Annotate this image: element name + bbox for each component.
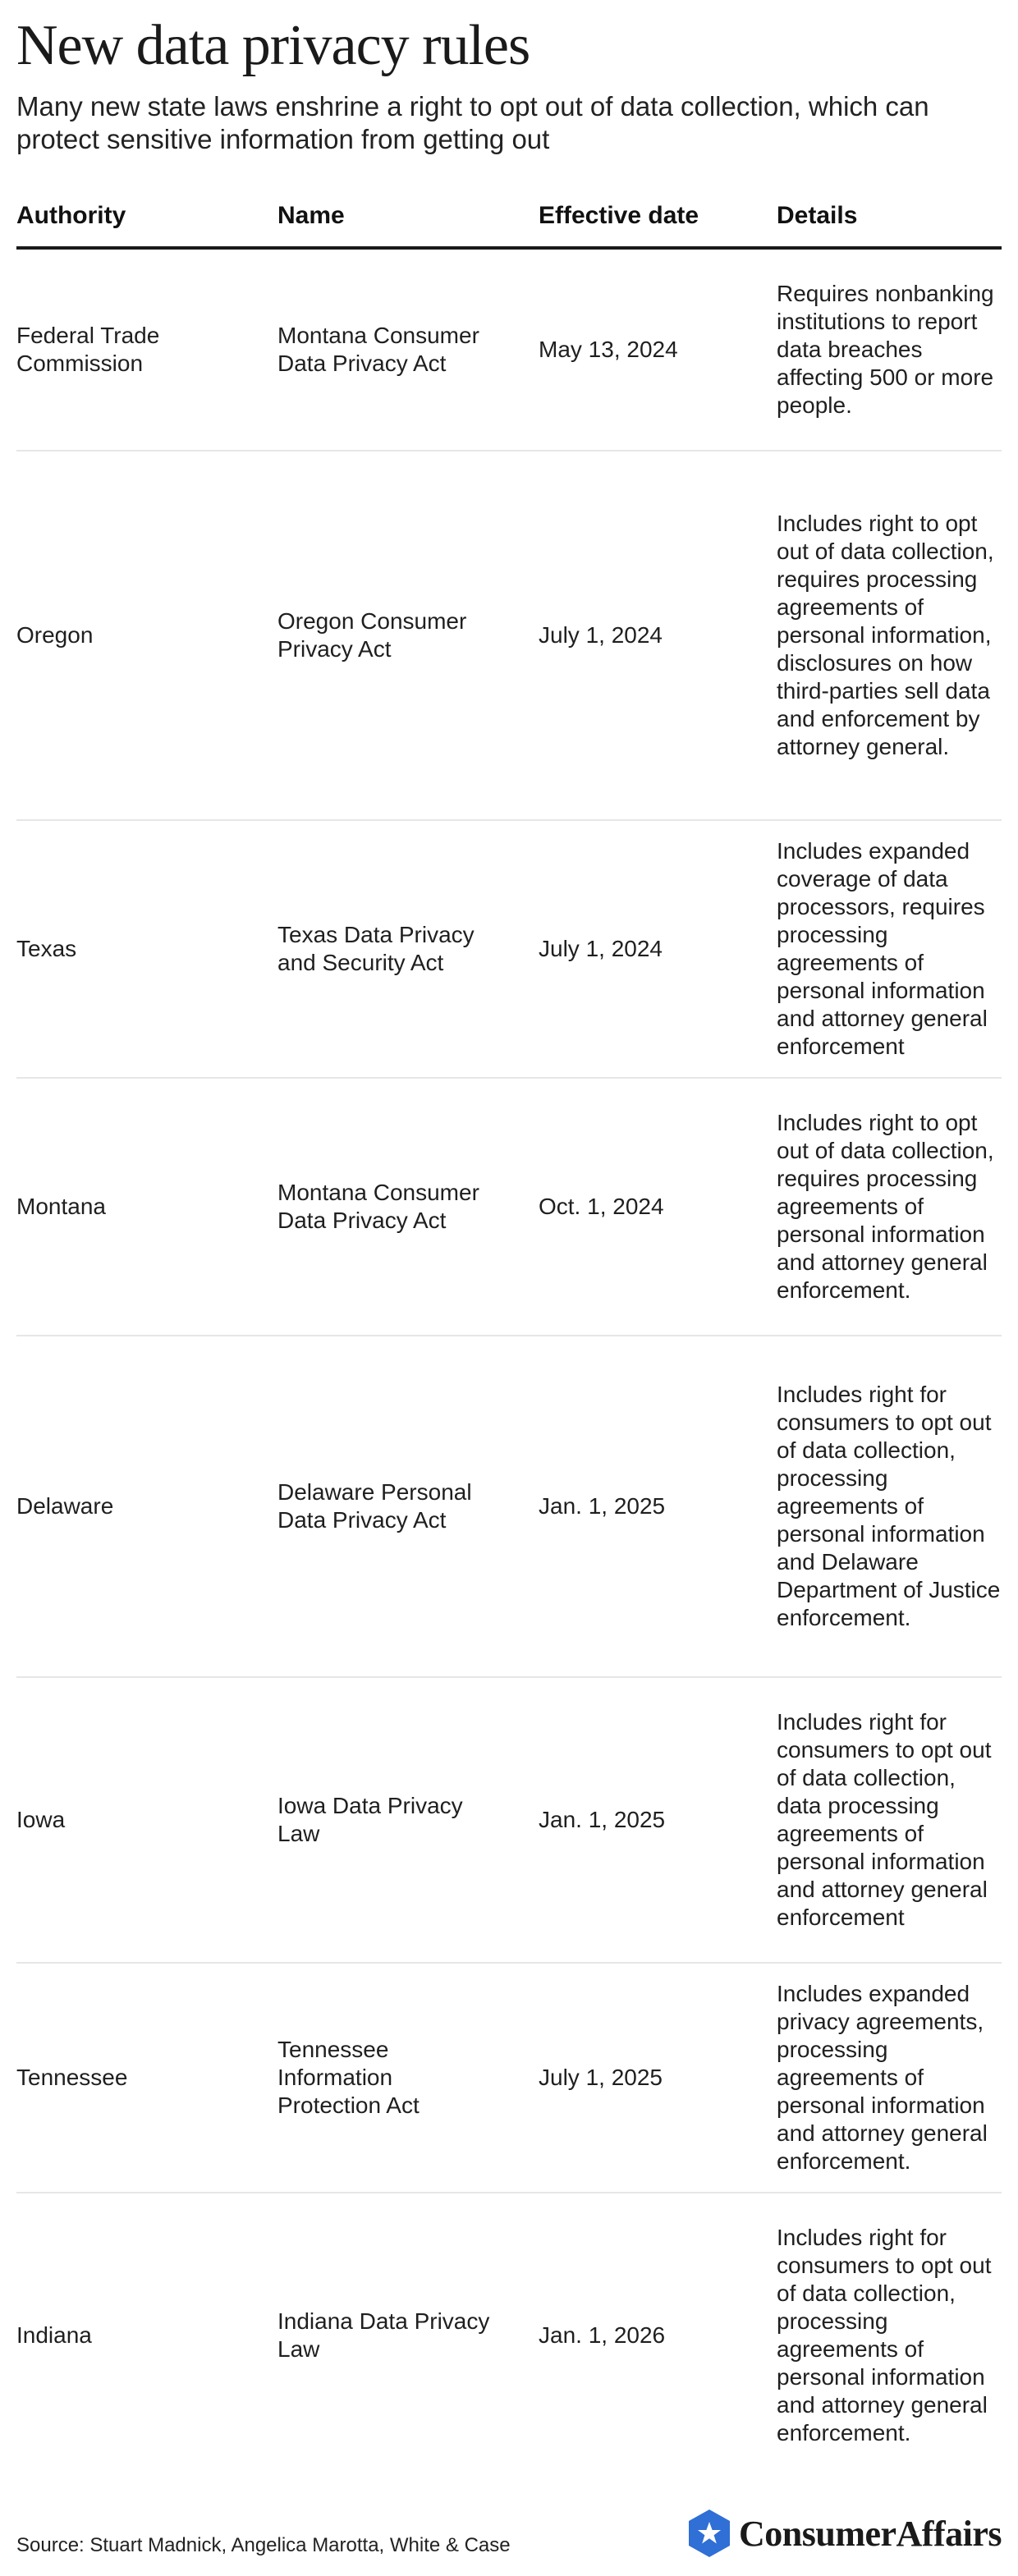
star-shield-icon: [686, 2508, 732, 2559]
cell-date: July 1, 2024: [539, 820, 777, 1078]
cell-authority: Delaware: [16, 1336, 277, 1677]
header-details: Details: [777, 186, 1002, 248]
consumeraffairs-logo: [686, 2507, 1002, 2560]
page-title: New data privacy rules: [16, 14, 530, 77]
table-row: [16, 2193, 1002, 2477]
table-row: [16, 1336, 1002, 1677]
cell-name: Delaware Personal Data Privacy Act: [277, 1336, 539, 1677]
page-subtitle: Many new state laws enshrine a right to opt out of data collection, which can protect sensitive information from getting out: [16, 91, 929, 154]
cell-details: Includes right for consumers to opt out of data collection, processing agreements of personal information and attorney general enforcement.: [777, 2225, 992, 2445]
cell-authority: Indiana: [16, 2322, 92, 2348]
header-authority: Authority: [16, 186, 277, 248]
table-row: [16, 820, 1002, 1078]
cell-details: Includes expanded privacy agreements, processing agreements of personal information and attorney general enforcement.: [777, 1963, 1002, 2193]
cell-details: Includes right to opt out of data collection, requires processing agreements of personal information, disclosures on how third-parties sell data and enforcement by attorney general.: [777, 451, 1002, 820]
cell-authority: Federal Trade Commission: [16, 248, 277, 451]
cell-name: Montana Consumer Data Privacy Act: [277, 1078, 539, 1336]
header-name: Name: [277, 186, 539, 248]
cell-authority: Oregon: [16, 451, 277, 820]
logo-wordmark: ConsumerAffairs: [738, 2513, 1002, 2554]
cell-date: Jan. 1, 2025: [539, 1677, 777, 1963]
cell-details: Includes expanded coverage of data processors, requires processing agreements of personal information and attorney general enforcement: [777, 820, 1002, 1078]
cell-date: May 13, 2024: [539, 248, 777, 451]
cell-authority: Texas: [16, 820, 277, 1078]
table-row: [16, 1677, 1002, 1963]
cell-details: Requires nonbanking institutions to report data breaches affecting 500 or more people.: [777, 248, 1002, 451]
cell-name: Montana Consumer Data Privacy Act: [277, 248, 539, 451]
cell-date: July 1, 2025: [539, 1963, 777, 2193]
table-row: [16, 1078, 1002, 1336]
cell-name: Oregon Consumer Privacy Act: [277, 451, 539, 820]
cell-name: Indiana Data Privacy Law: [277, 2308, 490, 2362]
cell-details: Includes right for consumers to opt out of data collection, processing agreements of personal information and Delaware Department of Justice enforcement.: [777, 1336, 1002, 1677]
cell-date: Jan. 1, 2025: [539, 1336, 777, 1677]
cell-authority: Montana: [16, 1078, 277, 1336]
cell-date: July 1, 2024: [539, 451, 777, 820]
cell-name: Texas Data Privacy and Security Act: [277, 820, 539, 1078]
privacy-rules-table: [16, 186, 1002, 2477]
cell-details: Includes right for consumers to opt out of data collection, data processing agreements of personal information and attorney general enforcement: [777, 1677, 1002, 1963]
table-header-row: [16, 186, 1002, 248]
header-effective-date: Effective date: [539, 186, 777, 248]
cell-authority: Iowa: [16, 1677, 277, 1963]
table-row: [16, 1963, 1002, 2193]
table-row: [16, 248, 1002, 451]
source-note: Source: Stuart Madnick, Angelica Marotta, White & Case: [16, 2534, 511, 2556]
cell-date: Oct. 1, 2024: [539, 1078, 777, 1336]
cell-authority: Tennessee: [16, 1963, 277, 2193]
cell-name: Tennessee Information Protection Act: [277, 1963, 539, 2193]
cell-date: Jan. 1, 2026: [539, 2322, 666, 2348]
cell-name: Iowa Data Privacy Law: [277, 1677, 539, 1963]
table-row: [16, 451, 1002, 820]
cell-details: Includes right to opt out of data collection, requires processing agreements of personal information and attorney general enforcement.: [777, 1078, 1002, 1336]
